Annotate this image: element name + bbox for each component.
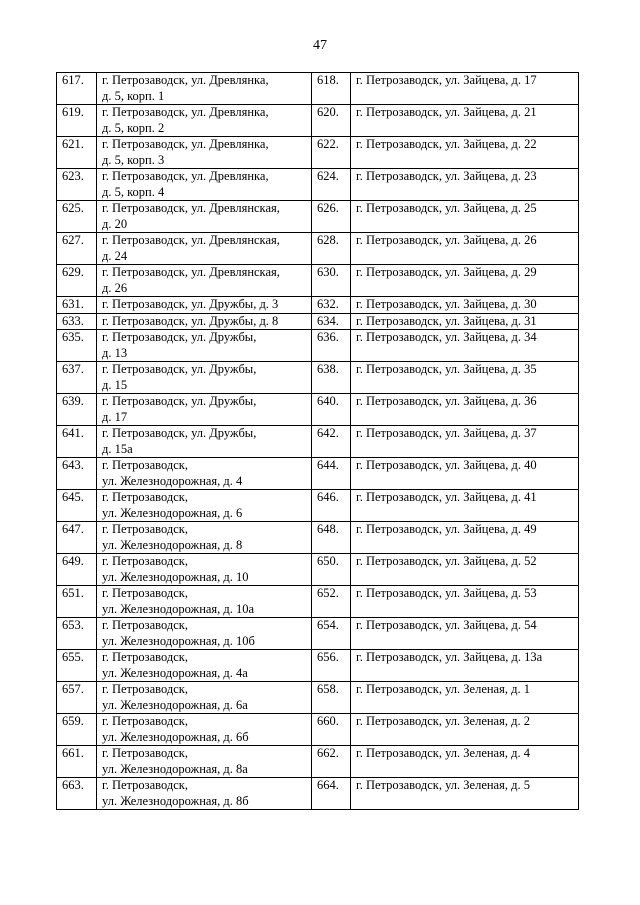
address-line: д. 13 bbox=[102, 345, 128, 360]
address-line: г. Петрозаводск, ул. Зайцева, д. 37 bbox=[356, 426, 537, 440]
address-line: ул. Железнодорожная, д. 10 bbox=[102, 569, 249, 584]
address-left bbox=[97, 458, 312, 490]
address-line: г. Петрозаводск, bbox=[102, 522, 188, 536]
address-line: г. Петрозаводск, ул. Зеленая, д. 1 bbox=[356, 682, 530, 696]
address-line: г. Петрозаводск, ул. Древлянка, bbox=[102, 137, 269, 151]
table-row bbox=[57, 490, 579, 522]
address-line: г. Петрозаводск, ул. Зайцева, д. 13а bbox=[356, 650, 543, 664]
address-left bbox=[97, 105, 312, 137]
table-row bbox=[57, 233, 579, 265]
address-left bbox=[97, 746, 312, 778]
row-number-left: 633. bbox=[57, 313, 97, 330]
row-number-left: 619. bbox=[57, 105, 97, 137]
address-line: г. Петрозаводск, bbox=[102, 458, 188, 472]
address-right bbox=[351, 73, 579, 105]
address-line: г. Петрозаводск, ул. Зеленая, д. 2 bbox=[356, 714, 530, 728]
address-left bbox=[97, 426, 312, 458]
address-right bbox=[351, 554, 579, 586]
address-line: г. Петрозаводск, bbox=[102, 778, 188, 792]
address-left bbox=[97, 73, 312, 105]
row-number-left: 651. bbox=[57, 586, 97, 618]
row-number-right: 628. bbox=[312, 233, 351, 265]
address-right bbox=[351, 714, 579, 746]
address-line: ул. Железнодорожная, д. 4 bbox=[102, 473, 243, 488]
table-row bbox=[57, 330, 579, 362]
address-right bbox=[351, 778, 579, 810]
address-right bbox=[351, 105, 579, 137]
row-number-left: 627. bbox=[57, 233, 97, 265]
address-line: д. 5, корп. 3 bbox=[102, 152, 165, 167]
table-row bbox=[57, 394, 579, 426]
row-number-right: 656. bbox=[312, 650, 351, 682]
address-left bbox=[97, 778, 312, 810]
address-line: ул. Железнодорожная, д. 8 bbox=[102, 537, 243, 552]
address-line: г. Петрозаводск, bbox=[102, 746, 188, 760]
address-left bbox=[97, 682, 312, 714]
table-row bbox=[57, 265, 579, 297]
row-number-left: 647. bbox=[57, 522, 97, 554]
address-left bbox=[97, 330, 312, 362]
table-row bbox=[57, 778, 579, 810]
address-table bbox=[56, 72, 579, 810]
address-line: г. Петрозаводск, ул. Зайцева, д. 21 bbox=[356, 105, 537, 119]
table-row bbox=[57, 586, 579, 618]
row-number-right: 638. bbox=[312, 362, 351, 394]
row-number-left: 641. bbox=[57, 426, 97, 458]
address-right bbox=[351, 201, 579, 233]
address-line: д. 5, корп. 4 bbox=[102, 184, 165, 199]
row-number-right: 650. bbox=[312, 554, 351, 586]
address-right bbox=[351, 458, 579, 490]
row-number-left: 663. bbox=[57, 778, 97, 810]
address-line: г. Петрозаводск, ул. Зеленая, д. 5 bbox=[356, 778, 530, 792]
row-number-right: 622. bbox=[312, 137, 351, 169]
address-line: г. Петрозаводск, ул. Дружбы, д. 3 bbox=[102, 297, 279, 311]
address-left bbox=[97, 554, 312, 586]
address-left bbox=[97, 297, 312, 314]
row-number-right: 660. bbox=[312, 714, 351, 746]
address-right bbox=[351, 137, 579, 169]
address-right bbox=[351, 330, 579, 362]
table-row bbox=[57, 650, 579, 682]
address-line: г. Петрозаводск, ул. Древлянка, bbox=[102, 73, 269, 87]
address-line: ул. Железнодорожная, д. 6 bbox=[102, 505, 243, 520]
row-number-left: 631. bbox=[57, 297, 97, 314]
address-line: г. Петрозаводск, ул. Дружбы, bbox=[102, 362, 257, 376]
address-line: д. 15 bbox=[102, 377, 128, 392]
address-line: г. Петрозаводск, ул. Дружбы, bbox=[102, 330, 257, 344]
address-right bbox=[351, 169, 579, 201]
address-line: г. Петрозаводск, ул. Зайцева, д. 35 bbox=[356, 362, 537, 376]
row-number-right: 662. bbox=[312, 746, 351, 778]
address-line: ул. Железнодорожная, д. 6а bbox=[102, 697, 248, 712]
row-number-right: 654. bbox=[312, 618, 351, 650]
address-line: ул. Железнодорожная, д. 10б bbox=[102, 633, 255, 648]
address-right bbox=[351, 297, 579, 314]
row-number-left: 659. bbox=[57, 714, 97, 746]
address-right bbox=[351, 265, 579, 297]
address-line: г. Петрозаводск, ул. Зайцева, д. 41 bbox=[356, 490, 537, 504]
row-number-left: 635. bbox=[57, 330, 97, 362]
table-row bbox=[57, 458, 579, 490]
address-line: г. Петрозаводск, ул. Зайцева, д. 25 bbox=[356, 201, 537, 215]
address-line: г. Петрозаводск, ул. Древлянка, bbox=[102, 169, 269, 183]
row-number-right: 624. bbox=[312, 169, 351, 201]
address-right bbox=[351, 586, 579, 618]
address-line: г. Петрозаводск, bbox=[102, 650, 188, 664]
table-row bbox=[57, 105, 579, 137]
row-number-left: 639. bbox=[57, 394, 97, 426]
table-row bbox=[57, 746, 579, 778]
address-line: ул. Железнодорожная, д. 10а bbox=[102, 601, 255, 616]
address-line: г. Петрозаводск, ул. Дружбы, д. 8 bbox=[102, 313, 279, 328]
address-line: г. Петрозаводск, ул. Зеленая, д. 4 bbox=[356, 746, 530, 760]
row-number-left: 657. bbox=[57, 682, 97, 714]
row-number-right: 648. bbox=[312, 522, 351, 554]
row-number-left: 621. bbox=[57, 137, 97, 169]
address-line: ул. Железнодорожная, д. 4а bbox=[102, 665, 248, 680]
row-number-right: 658. bbox=[312, 682, 351, 714]
address-left bbox=[97, 362, 312, 394]
address-line: г. Петрозаводск, ул. Зайцева, д. 36 bbox=[356, 394, 537, 408]
table-row bbox=[57, 201, 579, 233]
row-number-right: 646. bbox=[312, 490, 351, 522]
row-number-right: 632. bbox=[312, 297, 351, 314]
address-left bbox=[97, 265, 312, 297]
table-row bbox=[57, 426, 579, 458]
address-left bbox=[97, 169, 312, 201]
address-right bbox=[351, 362, 579, 394]
address-right bbox=[351, 394, 579, 426]
address-line: г. Петрозаводск, ул. Древлянка, bbox=[102, 105, 269, 119]
table-row bbox=[57, 137, 579, 169]
address-line: г. Петрозаводск, ул. Зайцева, д. 22 bbox=[356, 137, 537, 151]
row-number-right: 620. bbox=[312, 105, 351, 137]
row-number-left: 617. bbox=[57, 73, 97, 105]
address-left bbox=[97, 394, 312, 426]
address-line: г. Петрозаводск, bbox=[102, 618, 188, 632]
address-right bbox=[351, 682, 579, 714]
address-right bbox=[351, 618, 579, 650]
row-number-right: 640. bbox=[312, 394, 351, 426]
address-line: г. Петрозаводск, ул. Зайцева, д. 26 bbox=[356, 233, 537, 247]
address-line: г. Петрозаводск, ул. Зайцева, д. 23 bbox=[356, 169, 537, 183]
table-row bbox=[57, 522, 579, 554]
table-row bbox=[57, 313, 579, 330]
address-right bbox=[351, 650, 579, 682]
address-table-body bbox=[57, 73, 579, 810]
row-number-left: 637. bbox=[57, 362, 97, 394]
address-left bbox=[97, 201, 312, 233]
table-row bbox=[57, 682, 579, 714]
address-line: г. Петрозаводск, ул. Древлянская, bbox=[102, 265, 280, 279]
address-line: д. 5, корп. 2 bbox=[102, 120, 165, 135]
row-number-left: 643. bbox=[57, 458, 97, 490]
address-line: г. Петрозаводск, bbox=[102, 490, 188, 504]
address-line: г. Петрозаводск, bbox=[102, 586, 188, 600]
address-left bbox=[97, 137, 312, 169]
table-row bbox=[57, 297, 579, 314]
address-left bbox=[97, 490, 312, 522]
row-number-right: 626. bbox=[312, 201, 351, 233]
row-number-left: 655. bbox=[57, 650, 97, 682]
address-line: г. Петрозаводск, bbox=[102, 554, 188, 568]
address-right bbox=[351, 522, 579, 554]
row-number-right: 664. bbox=[312, 778, 351, 810]
row-number-right: 652. bbox=[312, 586, 351, 618]
address-left bbox=[97, 650, 312, 682]
table-row bbox=[57, 714, 579, 746]
address-line: г. Петрозаводск, ул. Дружбы, bbox=[102, 426, 257, 440]
address-line: ул. Железнодорожная, д. 6б bbox=[102, 729, 249, 744]
address-left bbox=[97, 522, 312, 554]
row-number-left: 653. bbox=[57, 618, 97, 650]
address-line: г. Петрозаводск, ул. Зайцева, д. 52 bbox=[356, 554, 537, 568]
address-line: д. 26 bbox=[102, 280, 128, 295]
address-right bbox=[351, 313, 579, 330]
address-line: г. Петрозаводск, ул. Зайцева, д. 17 bbox=[356, 73, 537, 87]
address-left bbox=[97, 586, 312, 618]
row-number-left: 661. bbox=[57, 746, 97, 778]
address-right bbox=[351, 426, 579, 458]
address-line: г. Петрозаводск, ул. Зайцева, д. 53 bbox=[356, 586, 537, 600]
row-number-right: 644. bbox=[312, 458, 351, 490]
address-line: г. Петрозаводск, bbox=[102, 682, 188, 696]
address-line: г. Петрозаводск, bbox=[102, 714, 188, 728]
row-number-right: 636. bbox=[312, 330, 351, 362]
row-number-right: 634. bbox=[312, 313, 351, 330]
address-line: г. Петрозаводск, ул. Зайцева, д. 34 bbox=[356, 330, 537, 344]
address-line: г. Петрозаводск, ул. Древлянская, bbox=[102, 233, 280, 247]
table-row bbox=[57, 554, 579, 586]
address-line: г. Петрозаводск, ул. Зайцева, д. 54 bbox=[356, 618, 537, 632]
page-number: 47 bbox=[313, 38, 327, 53]
row-number-right: 630. bbox=[312, 265, 351, 297]
address-left bbox=[97, 714, 312, 746]
address-line: г. Петрозаводск, ул. Зайцева, д. 49 bbox=[356, 522, 537, 536]
address-line: д. 5, корп. 1 bbox=[102, 88, 165, 103]
address-line: г. Петрозаводск, ул. Зайцева, д. 31 bbox=[356, 313, 537, 328]
address-line: д. 15а bbox=[102, 441, 133, 456]
address-right bbox=[351, 490, 579, 522]
row-number-left: 629. bbox=[57, 265, 97, 297]
row-number-left: 649. bbox=[57, 554, 97, 586]
address-line: г. Петрозаводск, ул. Древлянская, bbox=[102, 201, 280, 215]
address-line: г. Петрозаводск, ул. Зайцева, д. 29 bbox=[356, 265, 537, 279]
address-right bbox=[351, 233, 579, 265]
address-line: г. Петрозаводск, ул. Зайцева, д. 40 bbox=[356, 458, 537, 472]
address-line: д. 24 bbox=[102, 248, 128, 263]
row-number-right: 618. bbox=[312, 73, 351, 105]
table-row bbox=[57, 618, 579, 650]
address-left bbox=[97, 233, 312, 265]
row-number-left: 625. bbox=[57, 201, 97, 233]
address-left bbox=[97, 313, 312, 330]
row-number-left: 623. bbox=[57, 169, 97, 201]
address-right bbox=[351, 746, 579, 778]
address-line: ул. Железнодорожная, д. 8б bbox=[102, 793, 249, 808]
table-row bbox=[57, 73, 579, 105]
address-line: д. 17 bbox=[102, 409, 128, 424]
table-row bbox=[57, 362, 579, 394]
table-row bbox=[57, 169, 579, 201]
address-line: ул. Железнодорожная, д. 8а bbox=[102, 761, 248, 776]
address-left bbox=[97, 618, 312, 650]
address-line: г. Петрозаводск, ул. Дружбы, bbox=[102, 394, 257, 408]
row-number-left: 645. bbox=[57, 490, 97, 522]
row-number-right: 642. bbox=[312, 426, 351, 458]
address-line: г. Петрозаводск, ул. Зайцева, д. 30 bbox=[356, 297, 537, 311]
address-line: д. 20 bbox=[102, 216, 128, 231]
